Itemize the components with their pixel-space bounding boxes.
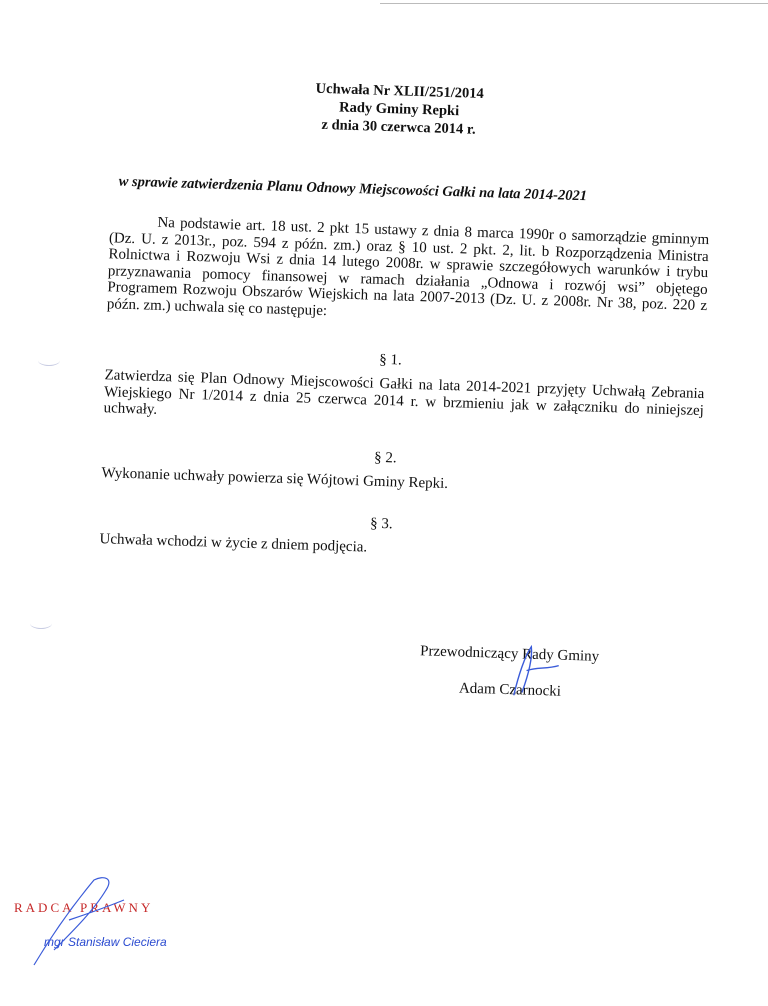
signature-name: Adam Czarnocki [458, 680, 562, 700]
signature-role: Przewodniczący Rady Gminy [419, 643, 600, 665]
resolution-header [258, 78, 540, 141]
council-name: Rady Gminy Repki [338, 99, 460, 120]
resolution-number: Uchwała Nr XLII/251/2014 [315, 80, 484, 102]
stamp-title: RADCA PRAWNY [14, 900, 154, 915]
chairman-signature-block [418, 633, 680, 713]
section-2-text: Wykonanie uchwały powierza się Wójtowi Gminy Repki. [101, 465, 449, 493]
hole-punch-mark [38, 355, 60, 366]
legal-basis-paragraph [107, 213, 710, 331]
resolution-subject: w sprawie zatwierdzenia Planu Odnowy Miejscowości Gałki na lata 2014-2021 [118, 173, 588, 205]
section-2-heading: § 2. [373, 449, 397, 467]
section-3-heading: § 3. [369, 515, 393, 533]
section-1-text: Zatwierdza się Plan Odnowy Miejscowości Gałki na lata 2014-2021 przyjęty Uchwałą Zebrania Wiejskiego Nr 1/2014 z dnia 25 czerwca 2014 r. w brzmieniu jak w załączniku do niniejszej uchwały. [103, 367, 705, 419]
section-1-heading: § 1. [379, 351, 402, 369]
paragraph-indent [109, 225, 157, 227]
legal-basis-text: Na podstawie art. 18 ust. 2 pkt 15 ustawy z dnia 8 marca 1990r o samorządzie gminnym (Dz. U. z 2013r., poz. 594 z późn. zm.) oraz § 10 ust. 2 pkt. 2, lit. b Rozporządzenia Ministra Rolnictwa i Rozwoju Wsi z dnia 14 lutego 2008r. w sprawie szczegółowych warunków i trybu przyznawania pomocy finansowej w ramach działania „Odnowa i rozwój wsi” objętego Programem Rozwoju Obszarów Wiejskich na lata 2007-2013 (Dz. U. z 2008r. Nr 38, poz. 220 z późn. zm.) uchwala się co następuje: [106, 214, 710, 319]
resolution-date: z dnia 30 czerwca 2014 r. [321, 116, 476, 138]
stamp-signature-text: mgr Stanisław Cieciera [44, 935, 167, 949]
legal-advisor-stamp [14, 890, 214, 970]
hole-punch-mark [30, 618, 52, 629]
section-3-text: Uchwała wchodzi w życie z dniem podjęcia. [99, 531, 368, 556]
